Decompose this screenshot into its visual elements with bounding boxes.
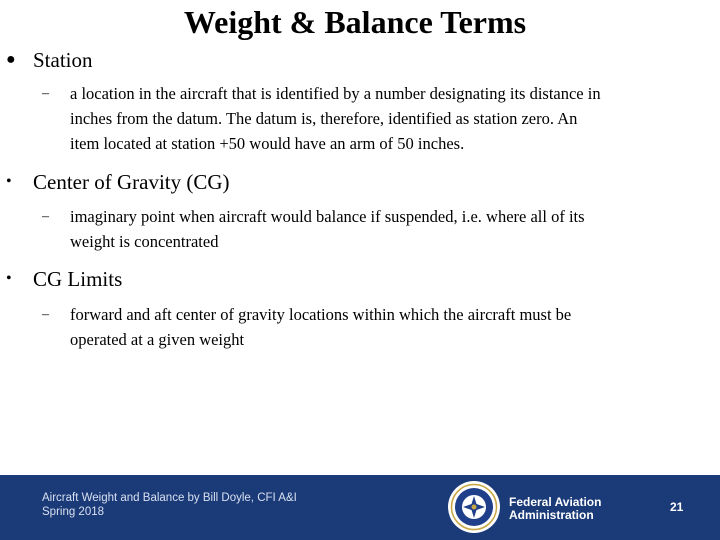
definition-line: a location in the aircraft that is identified by a number designating its distance in [70,84,601,103]
presentation-credit: Aircraft Weight and Balance by Bill Doyle, CFI A&I [42,492,297,504]
agency-name [509,496,601,522]
presentation-term: Spring 2018 [42,506,105,518]
definition-line: operated at a given weight [70,330,245,349]
footer-credits [42,491,297,519]
footer-bar [0,475,720,540]
dash-icon: – [42,86,49,101]
term-station: Station [33,48,93,72]
agency-line: Administration [509,508,594,522]
definition-station [70,81,715,156]
bullet-icon: • [6,173,12,190]
page-number: 21 [670,500,684,514]
definition-line: imaginary point when aircraft would balance if suspended, i.e. where all of its [70,207,585,226]
page-title: Weight & Balance Terms [183,4,527,40]
definition-line: item located at station +50 would have an arm of 50 inches. [70,134,465,153]
bullet-icon: ● [6,51,16,68]
term-cg-limits: CG Limits [33,267,123,291]
definition-center-of-gravity [70,204,715,254]
dash-icon: – [42,209,49,224]
bullet-icon: • [6,270,12,287]
term-center-of-gravity: Center of Gravity (CG) [33,170,230,194]
agency-line: Federal Aviation [509,495,602,509]
definition-cg-limits [70,302,715,352]
definition-line: inches from the datum. The datum is, therefore, identified as station zero. An [70,109,578,128]
definition-line: forward and aft center of gravity locations within which the aircraft must be [70,305,572,324]
faa-seal-icon [447,480,501,534]
dash-icon: – [42,307,49,322]
definition-line: weight is concentrated [70,232,219,251]
